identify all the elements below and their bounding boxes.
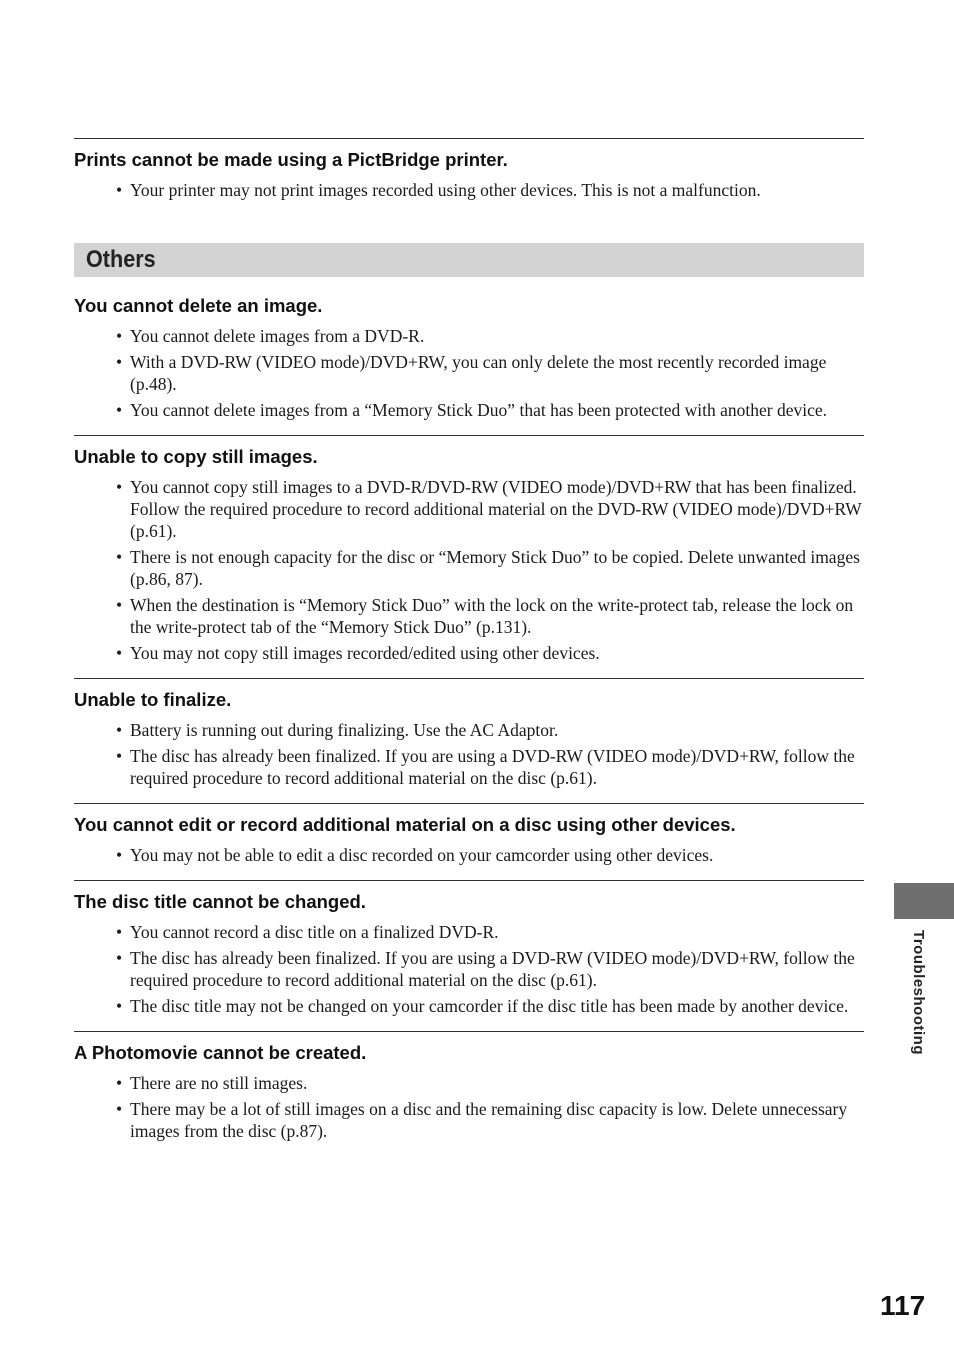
troubleshooting-entry	[74, 1031, 864, 1156]
list-item	[74, 745, 864, 789]
troubleshooting-entry	[74, 138, 864, 215]
main-sections	[74, 277, 864, 1156]
list-item-text: You may not be able to edit a disc recorded on your camcorder using other devices.	[130, 845, 714, 865]
list-item-text: With a DVD-RW (VIDEO mode)/DVD+RW, you can only delete the most recently recorded image (p.48).	[130, 352, 827, 394]
page-number: 117	[880, 1290, 926, 1321]
entry-heading: A Photomovie cannot be created.	[74, 1042, 367, 1063]
list-item-text: You cannot delete images from a “Memory Stick Duo” that has been protected with another device.	[130, 400, 828, 420]
list-item-text: You cannot record a disc title on a finalized DVD-R.	[130, 922, 499, 942]
list-item-text: When the destination is “Memory Stick Duo” with the lock on the write-protect tab, release the lock on the write-protect tab of the “Memory Stick Duo” (p.131).	[130, 595, 854, 637]
page-content	[74, 138, 864, 1156]
entry-list	[74, 476, 864, 664]
side-index-tab	[894, 883, 954, 919]
list-item	[74, 476, 864, 542]
list-item	[74, 1098, 864, 1142]
list-item	[74, 179, 864, 201]
list-item-text: Battery is running out during finalizing. Use the AC Adaptor.	[130, 720, 559, 740]
troubleshooting-entry	[74, 435, 864, 678]
top-sections	[74, 138, 864, 215]
list-item	[74, 351, 864, 395]
list-item	[74, 325, 864, 347]
list-item-text: The disc has already been finalized. If you are using a DVD-RW (VIDEO mode)/DVD+RW, follow the required procedure to record additional material on the disc (p.61).	[130, 746, 855, 788]
list-item-text: There is not enough capacity for the disc or “Memory Stick Duo” to be copied. Delete unwanted images (p.86, 87).	[130, 547, 860, 589]
bullet-icon: •	[116, 547, 123, 567]
list-item	[74, 594, 864, 638]
bullet-icon: •	[116, 1073, 123, 1093]
entry-heading: You cannot edit or record additional material on a disc using other devices.	[74, 814, 736, 835]
bullet-icon: •	[116, 948, 123, 968]
bullet-icon: •	[116, 996, 123, 1016]
list-item	[74, 921, 864, 943]
section-band	[74, 243, 864, 277]
list-item-text: You may not copy still images recorded/edited using other devices.	[130, 643, 600, 663]
troubleshooting-entry	[74, 803, 864, 880]
bullet-icon: •	[116, 477, 123, 497]
side-tab-label: Troubleshooting	[910, 930, 927, 1055]
list-item	[74, 1072, 864, 1094]
troubleshooting-entry	[74, 277, 864, 435]
troubleshooting-entry	[74, 880, 864, 1031]
list-item	[74, 399, 864, 421]
entry-heading: Prints cannot be made using a PictBridge printer.	[74, 149, 508, 170]
entry-list	[74, 921, 864, 1017]
list-item-text: The disc title may not be changed on your camcorder if the disc title has been made by another device.	[130, 996, 849, 1016]
entry-list	[74, 719, 864, 789]
list-item	[74, 995, 864, 1017]
entry-list	[74, 844, 864, 866]
entry-heading: Unable to copy still images.	[74, 446, 318, 467]
entry-heading: The disc title cannot be changed.	[74, 891, 366, 912]
bullet-icon: •	[116, 1099, 123, 1119]
entry-list	[74, 1072, 864, 1142]
list-item-text: The disc has already been finalized. If you are using a DVD-RW (VIDEO mode)/DVD+RW, follow the required procedure to record additional material on the disc (p.61).	[130, 948, 855, 990]
bullet-icon: •	[116, 922, 123, 942]
entry-heading: Unable to finalize.	[74, 689, 232, 710]
list-item	[74, 719, 864, 741]
entry-list	[74, 179, 864, 201]
band-title: Others	[86, 246, 156, 273]
list-item	[74, 844, 864, 866]
bullet-icon: •	[116, 746, 123, 766]
list-item	[74, 947, 864, 991]
bullet-icon: •	[116, 595, 123, 615]
bullet-icon: •	[116, 352, 123, 372]
list-item-text: Your printer may not print images recorded using other devices. This is not a malfunction.	[130, 180, 761, 200]
list-item	[74, 642, 864, 664]
bullet-icon: •	[116, 326, 123, 346]
list-item-text: There may be a lot of still images on a disc and the remaining disc capacity is low. Delete unnecessary images from the disc (p.87).	[130, 1099, 848, 1141]
bullet-icon: •	[116, 180, 123, 200]
list-item-text: There are no still images.	[130, 1073, 308, 1093]
bullet-icon: •	[116, 400, 123, 420]
list-item-text: You cannot delete images from a DVD-R.	[130, 326, 425, 346]
bullet-icon: •	[116, 643, 123, 663]
bullet-icon: •	[116, 845, 123, 865]
list-item-text: You cannot copy still images to a DVD-R/DVD-RW (VIDEO mode)/DVD+RW that has been finalized. Follow the required procedure to record additional material on the DVD-RW (VIDEO mode)/DVD+RW (p.61).	[130, 477, 862, 541]
troubleshooting-entry	[74, 678, 864, 803]
list-item	[74, 546, 864, 590]
entry-heading: You cannot delete an image.	[74, 295, 323, 316]
entry-list	[74, 325, 864, 421]
bullet-icon: •	[116, 720, 123, 740]
